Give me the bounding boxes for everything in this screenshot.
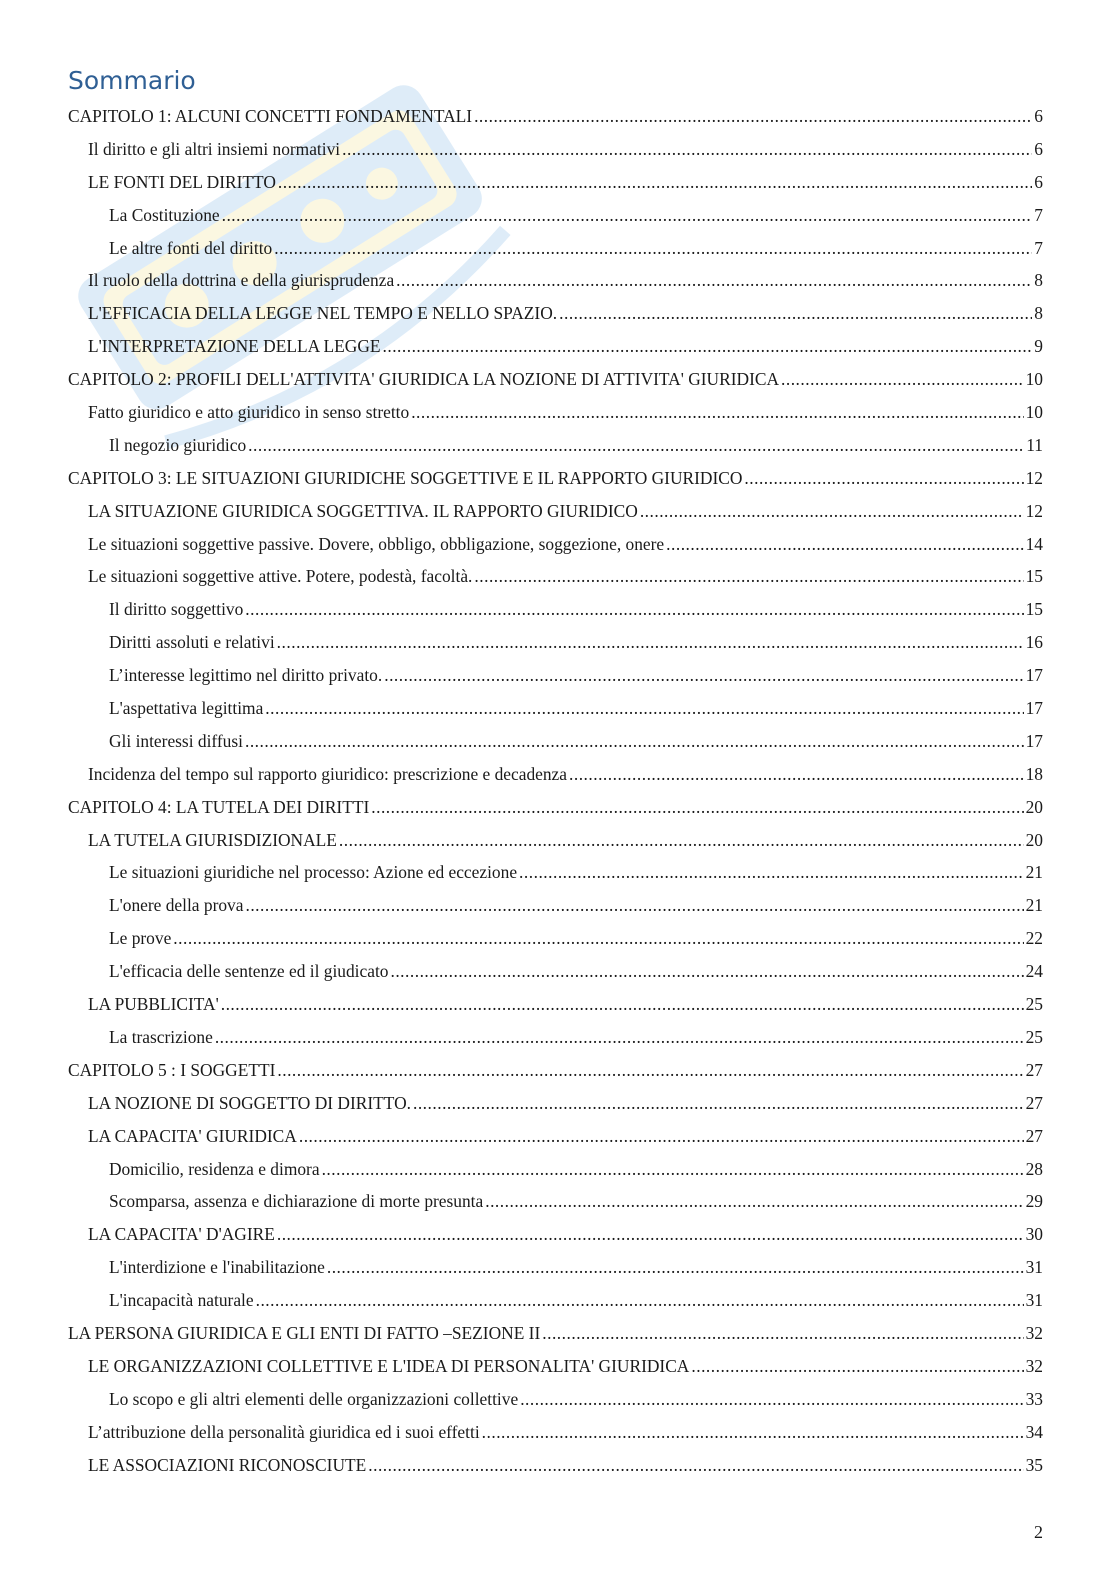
toc-dot-leader xyxy=(396,264,1032,297)
toc-dot-leader xyxy=(339,824,1024,857)
toc-dot-leader xyxy=(559,297,1032,330)
toc-entry-page: 29 xyxy=(1025,1191,1043,1212)
toc-entry-text: LA NOZIONE DI SOGGETTO DI DIRITTO. xyxy=(88,1092,411,1113)
toc-dot-leader xyxy=(221,988,1024,1021)
toc-entry-page: 10 xyxy=(1025,402,1043,423)
toc-entry-level-3[interactable] xyxy=(68,692,1043,725)
toc-dot-leader xyxy=(245,725,1024,758)
toc-entry-page: 16 xyxy=(1025,632,1043,653)
toc-dot-leader xyxy=(215,1021,1024,1054)
toc-entry-level-2[interactable] xyxy=(68,133,1043,166)
toc-dot-leader xyxy=(384,659,1023,692)
toc-entry-text: CAPITOLO 5 : I SOGGETTI xyxy=(68,1059,276,1080)
toc-entry-level-1[interactable] xyxy=(68,791,1043,824)
toc-dot-leader xyxy=(781,363,1024,396)
toc-entry-level-2[interactable] xyxy=(68,824,1043,857)
toc-dot-leader xyxy=(542,1317,1023,1350)
toc-entry-page: 21 xyxy=(1025,895,1043,916)
toc-entry-page: 32 xyxy=(1025,1355,1043,1376)
toc-entry-text: LA PUBBLICITA' xyxy=(88,994,219,1015)
toc-entry-text: L'efficacia delle sentenze ed il giudicato xyxy=(109,961,389,982)
toc-entry-text: L’attribuzione della personalità giuridica ed i suoi effetti xyxy=(88,1421,480,1442)
toc-entry-level-2[interactable] xyxy=(68,1087,1043,1120)
toc-dot-leader xyxy=(245,593,1023,626)
toc-entry-text: Le situazioni soggettive attive. Potere, podestà, facoltà. xyxy=(88,566,473,587)
toc-entry-level-3[interactable] xyxy=(68,1185,1043,1218)
toc-entry-level-1[interactable] xyxy=(68,462,1043,495)
toc-dot-leader xyxy=(411,396,1023,429)
toc-dot-leader xyxy=(274,232,1032,265)
toc-entry-text: L'EFFICACIA DELLA LEGGE NEL TEMPO E NELLO SPAZIO. xyxy=(88,303,558,324)
toc-entry-level-3[interactable] xyxy=(68,1153,1043,1186)
toc-entry-level-3[interactable] xyxy=(68,593,1043,626)
toc-entry-text: Scomparsa, assenza e dichiarazione di morte presunta xyxy=(109,1191,484,1212)
toc-entry-text: CAPITOLO 4: LA TUTELA DEI DIRITTI xyxy=(68,796,370,817)
toc-entry-page: 7 xyxy=(1034,237,1043,258)
toc-dot-leader xyxy=(666,528,1023,561)
toc-entry-page: 27 xyxy=(1025,1059,1043,1080)
toc-entry-page: 10 xyxy=(1025,369,1043,390)
toc-entry-level-2[interactable] xyxy=(68,1350,1043,1383)
toc-entry-page: 25 xyxy=(1025,994,1043,1015)
toc-entry-page: 31 xyxy=(1025,1290,1043,1311)
toc-entry-page: 18 xyxy=(1025,763,1043,784)
toc-entry-text: Incidenza del tempo sul rapporto giuridico: prescrizione e decadenza xyxy=(88,763,567,784)
toc-entry-level-2[interactable] xyxy=(68,396,1043,429)
toc-dot-leader xyxy=(322,1153,1024,1186)
toc-dot-leader xyxy=(383,330,1033,363)
toc-entry-page: 17 xyxy=(1025,730,1043,751)
toc-entry-level-2[interactable] xyxy=(68,758,1043,791)
toc-entry-page: 32 xyxy=(1025,1322,1043,1343)
toc-entry-page: 31 xyxy=(1025,1257,1043,1278)
toc-entry-text: LE ASSOCIAZIONI RICONOSCIUTE xyxy=(88,1454,367,1475)
toc-dot-leader xyxy=(299,1120,1024,1153)
page-number: 2 xyxy=(1034,1522,1043,1542)
toc-entry-page: 6 xyxy=(1034,106,1043,126)
toc-entry-text: L’interesse legittimo nel diritto privato. xyxy=(109,665,383,686)
toc-entry-page: 12 xyxy=(1025,500,1043,521)
toc-entry-text: La trascrizione xyxy=(109,1026,213,1047)
toc-entry-page: 21 xyxy=(1025,862,1043,883)
toc-entry-text: Il ruolo della dottrina e della giurisprudenza xyxy=(88,270,395,291)
toc-entry-level-3[interactable] xyxy=(68,659,1043,692)
toc-entry-text: L'interdizione e l'inabilitazione xyxy=(109,1257,325,1278)
toc-entry-text: CAPITOLO 2: PROFILI DELL'ATTIVITA' GIURIDICA LA NOZIONE DI ATTIVITA' GIURIDICA xyxy=(68,369,780,390)
toc-entry-page: 12 xyxy=(1025,467,1043,488)
toc-dot-leader xyxy=(640,495,1024,528)
toc-entry-text: LA SITUAZIONE GIURIDICA SOGGETTIVA. IL RAPPORTO GIURIDICO xyxy=(88,500,638,521)
toc-entry-level-2[interactable] xyxy=(68,988,1043,1021)
toc-dot-leader xyxy=(474,100,1032,133)
toc-dot-leader xyxy=(368,1449,1023,1482)
toc-entry-level-3[interactable] xyxy=(68,1284,1043,1317)
toc-entry-text: La Costituzione xyxy=(109,204,220,225)
toc-entry-level-1[interactable] xyxy=(68,100,1043,133)
toc-dot-leader xyxy=(482,1416,1024,1449)
toc-entry-level-3[interactable] xyxy=(68,725,1043,758)
toc-entry-page: 20 xyxy=(1025,829,1043,850)
toc-entry-page: 6 xyxy=(1034,138,1043,159)
toc-entry-level-3[interactable] xyxy=(68,1383,1043,1416)
toc-entry-page: 11 xyxy=(1026,434,1043,455)
toc-entry-level-3[interactable] xyxy=(68,1021,1043,1054)
toc-entry-level-3[interactable] xyxy=(68,232,1043,265)
toc-dot-leader xyxy=(277,1054,1023,1087)
toc-dot-leader xyxy=(520,1383,1023,1416)
toc-entry-text: L'aspettativa legittima xyxy=(109,698,264,719)
toc-entry-page: 15 xyxy=(1025,599,1043,620)
toc-entry-level-3[interactable] xyxy=(68,922,1043,955)
toc-entry-page: 17 xyxy=(1025,698,1043,719)
toc-entry-level-2[interactable] xyxy=(68,330,1043,363)
toc-entry-level-3[interactable] xyxy=(68,856,1043,889)
toc-entry-text: Lo scopo e gli altri elementi delle organizzazioni collettive xyxy=(109,1388,519,1409)
toc-entry-page: 6 xyxy=(1034,171,1043,192)
toc-entry-text: LA CAPACITA' D'AGIRE xyxy=(88,1224,275,1245)
toc-entry-text: Fatto giuridico e atto giuridico in senso stretto xyxy=(88,402,410,423)
toc-entry-text: Domicilio, residenza e dimora xyxy=(109,1158,320,1179)
toc-entry-page: 34 xyxy=(1025,1421,1043,1442)
toc-entry-level-2[interactable] xyxy=(68,166,1043,199)
toc-entry-page: 7 xyxy=(1034,204,1043,225)
toc-entry-text: LA TUTELA GIURISDIZIONALE xyxy=(88,829,337,850)
toc-dot-leader xyxy=(569,758,1024,791)
toc-entry-level-3[interactable] xyxy=(68,429,1043,462)
toc-dot-leader xyxy=(485,1185,1023,1218)
toc-dot-leader xyxy=(744,462,1023,495)
toc-entry-level-2[interactable] xyxy=(68,560,1043,593)
toc-entry-text: CAPITOLO 1: ALCUNI CONCETTI FONDAMENTALI xyxy=(68,106,473,126)
toc-entry-text: Il diritto e gli altri insiemi normativi xyxy=(88,138,341,159)
toc-entry-text: CAPITOLO 3: LE SITUAZIONI GIURIDICHE SOGGETTIVE E IL RAPPORTO GIURIDICO xyxy=(68,467,743,488)
toc-entry-level-1[interactable] xyxy=(68,1054,1043,1087)
toc-entry-text: Gli interessi diffusi xyxy=(109,730,243,751)
toc-entry-text: Le altre fonti del diritto xyxy=(109,237,273,258)
toc-entry-text: LE ORGANIZZAZIONI COLLETTIVE E L'IDEA DI PERSONALITA' GIURIDICA xyxy=(88,1355,690,1376)
toc-dot-leader xyxy=(390,955,1023,988)
toc-entry-text: LA CAPACITA' GIURIDICA xyxy=(88,1125,297,1146)
toc-entry-level-3[interactable] xyxy=(68,199,1043,232)
toc-title: Sommario xyxy=(68,66,196,95)
toc-dot-leader xyxy=(278,166,1032,199)
toc-entry-level-2[interactable] xyxy=(68,528,1043,561)
toc-entry-text: Il negozio giuridico xyxy=(109,434,247,455)
toc-dot-leader xyxy=(256,1284,1024,1317)
toc-entry-text: Diritti assoluti e relativi xyxy=(109,632,275,653)
toc-dot-leader xyxy=(245,889,1023,922)
toc-entry-level-1[interactable] xyxy=(68,363,1043,396)
toc-entry-level-2[interactable] xyxy=(68,1416,1043,1449)
toc-entry-text: Le prove xyxy=(109,928,172,949)
toc-dot-leader xyxy=(222,199,1033,232)
toc-entry-text: Le situazioni giuridiche nel processo: Azione ed eccezione xyxy=(109,862,518,883)
toc-entry-page: 24 xyxy=(1025,961,1043,982)
toc-entry-page: 8 xyxy=(1034,270,1043,291)
table-of-contents xyxy=(68,100,1043,1481)
toc-dot-leader xyxy=(173,922,1023,955)
toc-entry-page: 28 xyxy=(1025,1158,1043,1179)
toc-entry-level-3[interactable] xyxy=(68,955,1043,988)
toc-entry-text: LA PERSONA GIURIDICA E GLI ENTI DI FATTO –SEZIONE II xyxy=(68,1322,541,1343)
toc-entry-level-1[interactable] xyxy=(68,1317,1043,1350)
toc-entry-level-2[interactable] xyxy=(68,1449,1043,1482)
toc-entry-level-3[interactable] xyxy=(68,626,1043,659)
toc-dot-leader xyxy=(691,1350,1023,1383)
toc-entry-page: 22 xyxy=(1025,928,1043,949)
toc-entry-text: Il diritto soggettivo xyxy=(109,599,244,620)
toc-dot-leader xyxy=(277,1218,1024,1251)
toc-entry-page: 20 xyxy=(1025,796,1043,817)
toc-entry-page: 35 xyxy=(1025,1454,1043,1475)
toc-entry-text: Le situazioni soggettive passive. Dovere, obbligo, obbligazione, soggezione, onere xyxy=(88,533,665,554)
toc-entry-page: 27 xyxy=(1025,1125,1043,1146)
toc-dot-leader xyxy=(277,626,1024,659)
toc-dot-leader xyxy=(474,560,1023,593)
toc-entry-text: L'incapacità naturale xyxy=(109,1290,254,1311)
toc-entry-level-2[interactable] xyxy=(68,264,1043,297)
toc-entry-page: 15 xyxy=(1025,566,1043,587)
toc-entry-page: 27 xyxy=(1025,1092,1043,1113)
toc-entry-page: 14 xyxy=(1025,533,1043,554)
toc-entry-page: 30 xyxy=(1025,1224,1043,1245)
toc-dot-leader xyxy=(519,856,1024,889)
toc-entry-level-2[interactable] xyxy=(68,1218,1043,1251)
toc-entry-text: L'onere della prova xyxy=(109,895,244,916)
toc-dot-leader xyxy=(413,1087,1024,1120)
toc-dot-leader xyxy=(248,429,1024,462)
toc-dot-leader xyxy=(327,1251,1024,1284)
toc-entry-level-2[interactable] xyxy=(68,297,1043,330)
toc-entry-page: 17 xyxy=(1025,665,1043,686)
toc-dot-leader xyxy=(265,692,1023,725)
toc-dot-leader xyxy=(371,791,1023,824)
toc-entry-level-3[interactable] xyxy=(68,889,1043,922)
toc-entry-page: 25 xyxy=(1025,1026,1043,1047)
toc-entry-page: 8 xyxy=(1034,303,1043,324)
toc-dot-leader xyxy=(342,133,1032,166)
toc-entry-level-2[interactable] xyxy=(68,1120,1043,1153)
toc-entry-page: 33 xyxy=(1025,1388,1043,1409)
toc-entry-level-2[interactable] xyxy=(68,495,1043,528)
toc-entry-level-3[interactable] xyxy=(68,1251,1043,1284)
toc-entry-text: L'INTERPRETAZIONE DELLA LEGGE xyxy=(88,336,381,357)
toc-entry-text: LE FONTI DEL DIRITTO xyxy=(88,171,276,192)
toc-entry-page: 9 xyxy=(1034,336,1043,357)
